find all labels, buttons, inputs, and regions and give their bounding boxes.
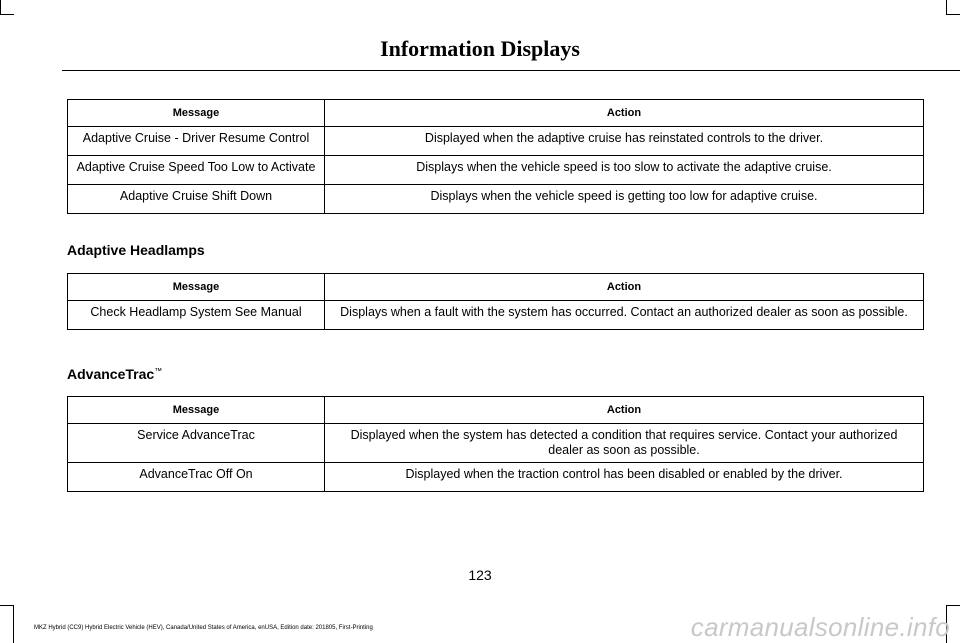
watermark: carmanualsonline.info — [690, 612, 950, 642]
column-header-message: Message — [68, 397, 325, 424]
crop-mark-top-left — [0, 14, 14, 15]
section-heading-text: AdvanceTrac — [67, 366, 155, 382]
crop-mark-bottom-left — [13, 605, 14, 643]
message-cell: Adaptive Cruise Shift Down — [68, 185, 325, 214]
page-number: 123 — [468, 567, 492, 583]
message-cell: Check Headlamp System See Manual — [68, 301, 325, 330]
page-title: Information Displays — [380, 36, 580, 61]
action-cell: Displayed when the traction control has been disabled or enabled by the driver. — [325, 463, 924, 492]
action-cell: Displayed when the system has detected a condition that requires service. Contact your authorized dealer as soon as possible. — [325, 424, 924, 463]
crop-mark-top-right — [946, 14, 960, 15]
table-header-row — [68, 274, 924, 301]
crop-mark-bottom-right — [946, 605, 960, 606]
column-header-message: Message — [68, 274, 325, 301]
message-cell: Service AdvanceTrac — [68, 424, 325, 463]
crop-mark-bottom-left — [0, 605, 14, 606]
table-row — [68, 424, 924, 463]
column-header-action: Action — [325, 100, 924, 127]
trademark-symbol: ™ — [154, 366, 163, 376]
action-cell: Displays when a fault with the system has occurred. Contact an authorized dealer as soon as possible. — [325, 301, 924, 330]
column-header-action: Action — [325, 397, 924, 424]
action-cell: Displays when the vehicle speed is too slow to activate the adaptive cruise. — [325, 156, 924, 185]
table-row — [68, 301, 924, 330]
crop-mark-top-right — [946, 0, 947, 14]
message-cell: Adaptive Cruise - Driver Resume Control — [68, 127, 325, 156]
action-cell: Displayed when the adaptive cruise has reinstated controls to the driver. — [325, 127, 924, 156]
footer-edition-note: MKZ Hybrid (CC9) Hybrid Electric Vehicle (HEV), Canada/United States of America, enUSA, Edition date: 201805, First-Printing — [34, 625, 373, 631]
action-cell: Displays when the vehicle speed is getting too low for adaptive cruise. — [325, 185, 924, 214]
crop-mark-top-left — [0, 0, 1, 14]
message-cell: AdvanceTrac Off On — [68, 463, 325, 492]
table-row — [68, 127, 924, 156]
table-row — [68, 463, 924, 492]
section-heading-advancetrac — [67, 366, 162, 382]
section-heading-adaptive-headlamps: Adaptive Headlamps — [67, 242, 205, 258]
column-header-action: Action — [325, 274, 924, 301]
table-header-row — [68, 100, 924, 127]
table-row — [68, 185, 924, 214]
header-rule — [62, 70, 960, 71]
advancetrac-table — [67, 396, 924, 492]
table-row — [68, 156, 924, 185]
column-header-message: Message — [68, 100, 325, 127]
table-header-row — [68, 397, 924, 424]
adaptive-cruise-table — [67, 99, 924, 214]
adaptive-headlamps-table — [67, 273, 924, 330]
message-cell: Adaptive Cruise Speed Too Low to Activate — [68, 156, 325, 185]
